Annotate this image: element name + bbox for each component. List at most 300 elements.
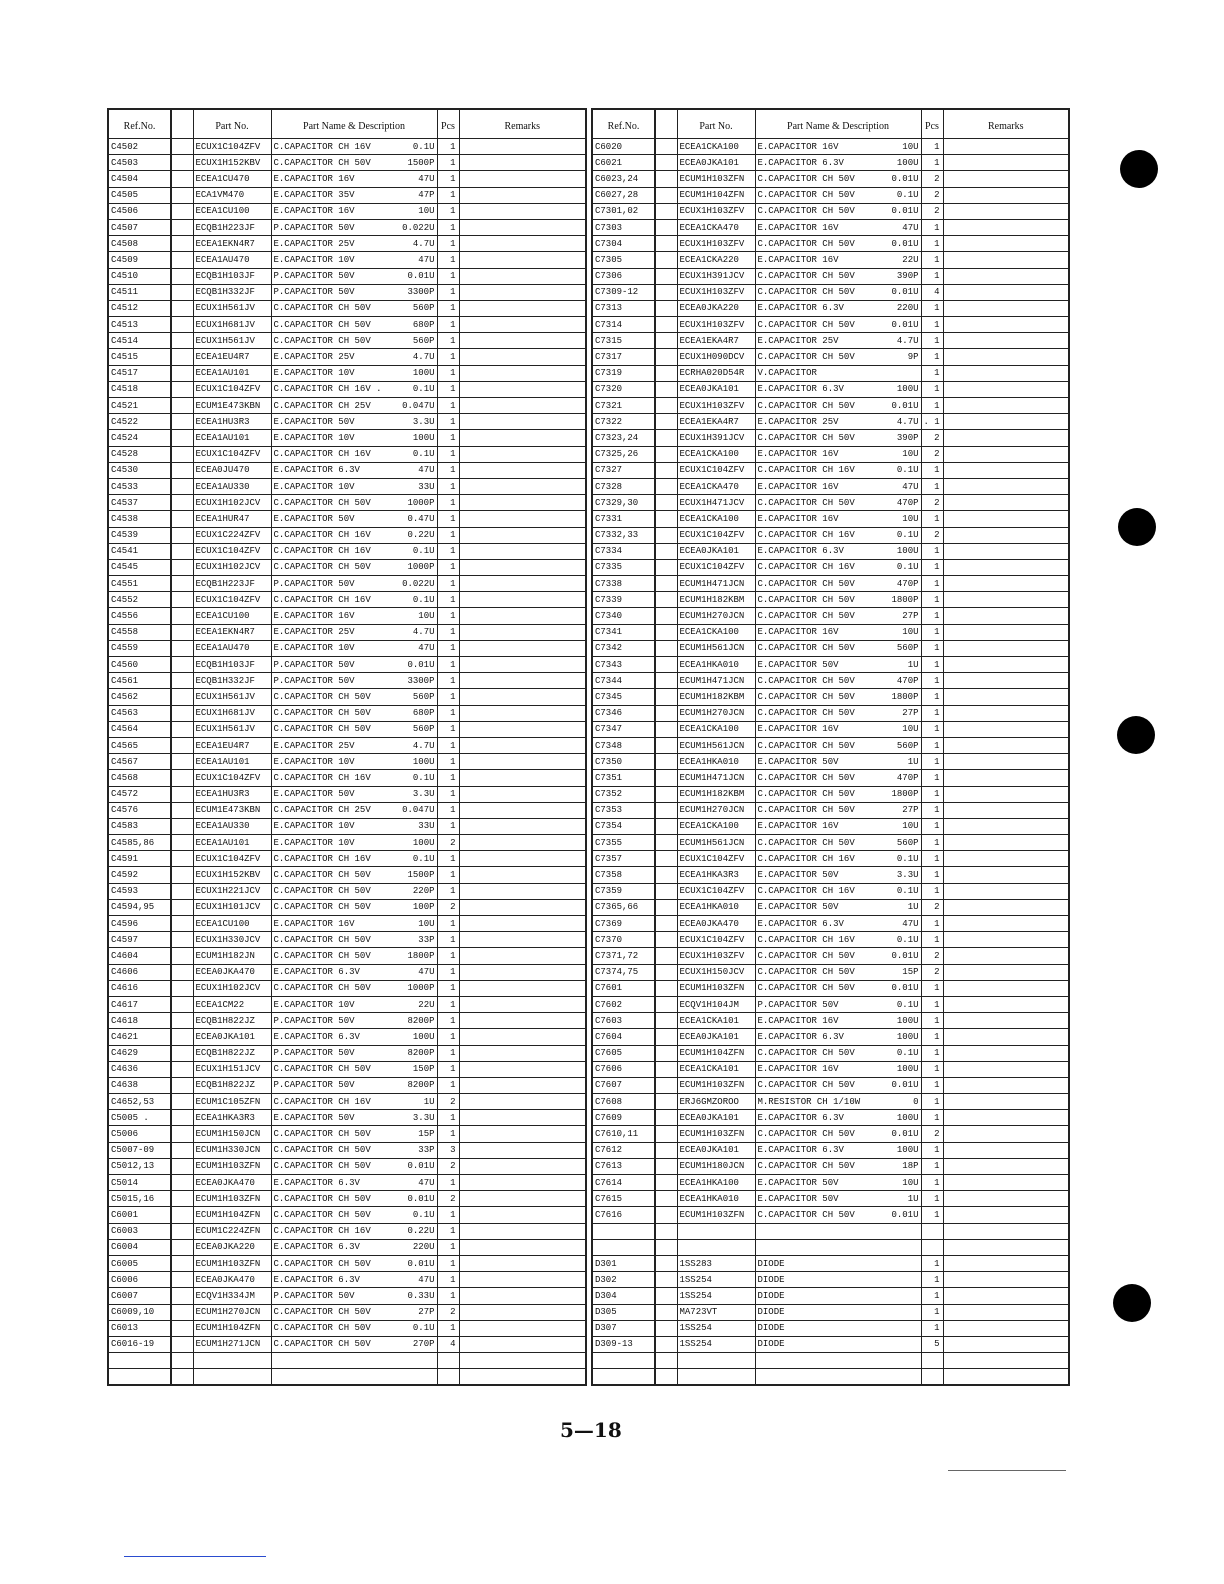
table-row [592,511,1069,527]
value-text: 0.022U [402,222,435,233]
remarks-cell [459,899,586,915]
value-text: 560P [896,837,919,848]
pcs-cell: 1 [921,139,943,155]
description-cell [271,268,437,284]
pcs-cell: 1 [437,932,459,948]
spacer-cell [655,1045,677,1061]
table-row [108,1158,586,1174]
value-text: 10U [902,1177,919,1188]
punch-hole [1120,150,1158,188]
ref-no-cell: C7359 [592,883,655,899]
description-cell [271,349,437,365]
ref-no-cell [108,1369,171,1386]
value-text: 0.01U [891,1129,919,1140]
ref-no-cell: C4558 [108,624,171,640]
spacer-cell [655,462,677,478]
description-cell [755,1255,921,1271]
value-text: 560P [412,691,435,702]
description-text: E.CAPACITOR 6.3V [757,1031,844,1042]
description-cell [271,1110,437,1126]
value-text: 0.01U [407,271,435,282]
spacer-cell [655,576,677,592]
pcs-cell: 1 [437,1126,459,1142]
table-row [108,1110,586,1126]
ref-no-cell: C4562 [108,689,171,705]
part-no-cell: ECEA1CKA101 [677,1061,755,1077]
pcs-cell: 1 [437,996,459,1012]
description-cell [271,1207,437,1223]
part-no-cell: ECEA0JKA101 [677,381,755,397]
value-text: 220P [412,886,435,897]
spacer-cell [171,1175,193,1191]
table-row [108,980,586,996]
part-no-cell: ECEA1HKA3R3 [193,1110,271,1126]
pcs-cell: 1 [437,705,459,721]
ref-no-cell: C5012,13 [108,1158,171,1174]
description-cell [755,446,921,462]
part-no-cell: ECUM1H182KBM [677,689,755,705]
spacer-cell [655,899,677,915]
table-row [592,932,1069,948]
spacer-cell [171,1288,193,1304]
spacer-cell [171,203,193,219]
pcs-cell: 2 [921,430,943,446]
ref-no-cell [108,1353,171,1369]
description-text: C.CAPACITOR CH 50V [757,611,855,622]
ref-no-cell: C4509 [108,252,171,268]
spacer-cell [655,786,677,802]
ref-no-cell: C7365,66 [592,899,655,915]
value-text: 4.7U [896,416,919,427]
spacer-cell [171,333,193,349]
spacer-cell [171,495,193,511]
value-text: 47P [418,190,435,201]
description-text: P.CAPACITOR 50V [273,1080,355,1091]
table-row [108,592,586,608]
description-text: E.CAPACITOR 25V [273,352,355,363]
value-text: 0.01U [891,238,919,249]
part-no-cell: ECUX1H103ZFV [677,948,755,964]
description-cell [271,1045,437,1061]
part-no-cell: ECEA1HU3R3 [193,786,271,802]
value-text: 560P [896,643,919,654]
remarks-cell [943,139,1069,155]
ref-no-cell: C4503 [108,155,171,171]
description-cell [271,1094,437,1110]
spacer-cell [655,349,677,365]
ref-no-cell: C4621 [108,1029,171,1045]
spacer-cell [171,1013,193,1029]
description-text: E.CAPACITOR 10V [273,254,355,265]
description-text: E.CAPACITOR 35V [273,190,355,201]
description-text: C.CAPACITOR CH 16V [757,934,855,945]
remarks-cell [459,996,586,1012]
value-text: 10U [902,513,919,524]
pcs-cell: 1 [437,867,459,883]
pcs-cell: 1 [437,1045,459,1061]
part-no-cell: ECQB1H223JF [193,219,271,235]
pcs-cell: 1 [921,770,943,786]
value-text: 10U [902,724,919,735]
part-no-cell: ECUX1H561JV [193,721,271,737]
value-text: 3.3U [412,789,435,800]
remarks-cell [459,673,586,689]
part-no-cell: ECUX1H561JV [193,300,271,316]
remarks-cell [943,883,1069,899]
ref-no-cell: C4514 [108,333,171,349]
description-cell [755,640,921,656]
value-text: 10U [418,918,435,929]
spacer-cell [171,1353,193,1369]
remarks-cell [943,511,1069,527]
spacer-cell [171,284,193,300]
remarks-cell [459,1336,586,1352]
description-cell [271,139,437,155]
part-no-cell: ECQB1H103JF [193,657,271,673]
description-cell [755,996,921,1012]
pcs-cell: 1 [437,462,459,478]
remarks-cell [943,770,1069,786]
remarks-cell [459,365,586,381]
description-cell [271,446,437,462]
description-text: DIODE [757,1274,785,1285]
spacer-cell [171,365,193,381]
spacer-cell [655,754,677,770]
description-cell [271,916,437,932]
ref-no-cell: C4538 [108,511,171,527]
pcs-cell: 2 [437,1158,459,1174]
pcs-cell: 1 [437,398,459,414]
spacer-cell [655,1320,677,1336]
part-no-cell: ECEA0JKA101 [193,1029,271,1045]
description-text: C.CAPACITOR CH 50V [273,562,371,573]
part-no-cell: ECUX1C104ZFV [677,883,755,899]
table-row [108,171,586,187]
description-cell [755,737,921,753]
value-text: 0.01U [407,1193,435,1204]
remarks-cell [459,1142,586,1158]
remarks-cell [943,1142,1069,1158]
spacer-cell [655,1158,677,1174]
value-text: 33U [418,481,435,492]
description-text: E.CAPACITOR 50V [273,416,355,427]
table-row [108,1126,586,1142]
description-text: C.CAPACITOR CH 50V [273,1258,371,1269]
pcs-cell: 1 [437,1223,459,1239]
remarks-cell [459,187,586,203]
value-text: 150P [412,1064,435,1075]
description-cell [271,1191,437,1207]
description-text: P.CAPACITOR 50V [273,1290,355,1301]
value-text: 560P [412,303,435,314]
description-text: E.CAPACITOR 50V [757,756,839,767]
ref-no-cell: D305 [592,1304,655,1320]
description-text: E.CAPACITOR 50V [273,789,355,800]
spacer-cell [171,721,193,737]
ref-no-cell: C4541 [108,543,171,559]
parts-table-left [107,108,587,1386]
table-row [108,495,586,511]
part-no-cell: ECEA1HKA010 [677,899,755,915]
remarks-cell [459,1094,586,1110]
ref-no-cell: C4593 [108,883,171,899]
value-text: 10U [902,141,919,152]
remarks-cell [459,1207,586,1223]
value-text: 1U [423,1096,435,1107]
table-row [592,559,1069,575]
table-row [592,414,1069,430]
remarks-cell [459,446,586,462]
value-text: 0.01U [407,1161,435,1172]
spacer-cell [655,916,677,932]
pcs-cell: 1 [921,721,943,737]
spacer-cell [655,1094,677,1110]
description-cell [271,592,437,608]
ref-no-cell: C7605 [592,1045,655,1061]
pcs-cell: 1 [437,1110,459,1126]
description-cell [271,754,437,770]
description-cell [755,754,921,770]
part-no-cell: ECUM1H561JCN [677,737,755,753]
ref-no-cell: C4505 [108,187,171,203]
part-no-cell: ECUM1H270JCN [677,705,755,721]
description-text: P.CAPACITOR 50V [273,271,355,282]
part-no-cell: ECQB1H822JZ [193,1013,271,1029]
spacer-cell [171,1142,193,1158]
description-cell [271,187,437,203]
part-no-cell: ECUX1H102JCV [193,980,271,996]
pcs-cell [437,1353,459,1369]
description-cell [755,543,921,559]
value-text: 1000P [407,497,435,508]
spacer-cell [655,236,677,252]
value-text: 0.1U [896,886,919,897]
description-text: P.CAPACITOR 50V [757,999,839,1010]
part-no-cell: ECEA0JKA101 [677,1029,755,1045]
description-text: C.CAPACITOR CH 50V [273,1064,371,1075]
spacer-cell [171,1191,193,1207]
table-row [108,673,586,689]
ref-no-cell: C4515 [108,349,171,365]
table-row [592,964,1069,980]
ref-no-cell: C6004 [108,1239,171,1255]
pcs-cell: 1 [437,1239,459,1255]
part-no-cell: 1SS254 [677,1272,755,1288]
description-text: C.CAPACITOR CH 50V [757,1080,855,1091]
description-text: E.CAPACITOR 6.3V [757,918,844,929]
pcs-cell: 1 [921,365,943,381]
description-text: E.CAPACITOR 6.3V [273,1177,360,1188]
description-text: E.CAPACITOR 10V [273,643,355,654]
pcs-cell: 1 [921,1110,943,1126]
table-row [108,511,586,527]
table-row [108,1045,586,1061]
description-cell [271,252,437,268]
ref-no-cell: C4638 [108,1077,171,1093]
description-text: C.CAPACITOR CH 16V [757,562,855,573]
pcs-cell: 1 [921,511,943,527]
part-no-cell: ECUM1H471JCN [677,576,755,592]
description-text: C.CAPACITOR CH 50V [757,594,855,605]
pcs-cell: 1 [921,786,943,802]
part-no-cell: ECEA1HKA100 [677,1175,755,1191]
pcs-cell: 1 [921,1158,943,1174]
pcs-cell: 1 [437,980,459,996]
pcs-cell: 1 [437,1077,459,1093]
value-text: 4.7U [412,627,435,638]
table-row [108,624,586,640]
part-no-cell: ECUX1H391JCV [677,430,755,446]
value-text: 4.7U [412,238,435,249]
table-row [592,737,1069,753]
ref-no-cell: C7323,24 [592,430,655,446]
ref-no-cell: C7352 [592,786,655,802]
description-cell [271,1077,437,1093]
remarks-cell [943,1110,1069,1126]
ref-no-cell: C7313 [592,300,655,316]
remarks-cell [943,1207,1069,1223]
part-no-cell: ECEA0JKA220 [677,300,755,316]
table-row [108,155,586,171]
description-text: V.CAPACITOR [757,368,817,379]
description-cell [755,187,921,203]
description-cell [755,657,921,673]
pcs-cell: 1 [437,317,459,333]
ref-no-cell: C4517 [108,365,171,381]
table-row [592,317,1069,333]
description-cell [755,786,921,802]
description-cell [271,1304,437,1320]
remarks-cell [459,608,586,624]
pcs-cell: 1 [921,1029,943,1045]
remarks-cell [459,1272,586,1288]
remarks-cell [459,1369,586,1386]
pcs-cell: 1 [921,333,943,349]
table-row [108,219,586,235]
pcs-cell: 2 [437,1304,459,1320]
description-text: C.CAPACITOR CH 50V [757,1209,855,1220]
pcs-cell: 1 [437,770,459,786]
part-no-cell: ECUX1H221JCV [193,883,271,899]
table-row [108,754,586,770]
description-text: C.CAPACITOR CH 50V [273,1129,371,1140]
pcs-cell: 1 [437,1207,459,1223]
remarks-cell [459,527,586,543]
spacer-cell [171,640,193,656]
spacer-cell [171,1094,193,1110]
description-text: DIODE [757,1339,785,1350]
remarks-cell [943,527,1069,543]
remarks-cell [459,398,586,414]
pcs-cell: 1 [921,980,943,996]
table-row [108,1029,586,1045]
part-no-cell: ECEA1AU470 [193,640,271,656]
part-no-cell: ECUM1H103ZFN [677,1126,755,1142]
spacer-cell [655,478,677,494]
table-row [108,527,586,543]
table-row [108,1223,586,1239]
value-text: 33P [418,1145,435,1156]
description-cell [755,1061,921,1077]
ref-no-cell: C4508 [108,236,171,252]
value-text: 47U [418,254,435,265]
value-text: 560P [412,335,435,346]
remarks-cell [943,1077,1069,1093]
description-cell [755,365,921,381]
part-no-cell [193,1353,271,1369]
value-text: 1800P [891,594,919,605]
part-no-cell: ECQB1H332JF [193,284,271,300]
spacer-cell [171,980,193,996]
part-no-cell: ECEA1CKA100 [677,139,755,155]
spacer-cell [171,576,193,592]
pcs-cell: 1 [437,640,459,656]
table-row [108,932,586,948]
spacer-cell [655,1013,677,1029]
part-no-cell: ECEA1EKA4R7 [677,333,755,349]
part-no-cell: ECUM1H103ZFN [677,171,755,187]
spacer-cell [655,1175,677,1191]
remarks-cell [459,511,586,527]
spacer-cell [171,414,193,430]
pcs-cell: 1 [437,608,459,624]
pcs-cell: 1 [921,640,943,656]
ref-no-cell: C7607 [592,1077,655,1093]
ref-no-cell: C4568 [108,770,171,786]
description-text: C.CAPACITOR CH 16V . [273,384,382,395]
part-no-cell: ECEA1AU101 [193,430,271,446]
spacer-cell [171,770,193,786]
part-no-cell: ECUM1H103ZFN [677,1207,755,1223]
spacer-cell [171,155,193,171]
table-row [592,1094,1069,1110]
description-text: C.CAPACITOR CH 50V [273,303,371,314]
spacer-cell [655,721,677,737]
ref-no-cell: C4518 [108,381,171,397]
pcs-cell: 2 [921,1126,943,1142]
part-no-cell: ECEA1HKA010 [677,1191,755,1207]
description-text: E.CAPACITOR 6.3V [273,465,360,476]
description-text: C.CAPACITOR CH 50V [757,740,855,751]
description-text: C.CAPACITOR CH 50V [273,724,371,735]
part-no-cell [677,1369,755,1386]
description-text: C.CAPACITOR CH 50V [757,1048,855,1059]
part-no-cell: ECUX1C104ZFV [677,851,755,867]
spacer-header [655,109,677,139]
table-row [108,349,586,365]
remarks-cell [459,236,586,252]
value-text: 560P [896,740,919,751]
value-text: 8200P [407,1015,435,1026]
value-text: 0.01U [891,1080,919,1091]
value-text: 4.7U [896,335,919,346]
part-no-cell: ECEA1CM22 [193,996,271,1012]
remarks-cell [459,1191,586,1207]
description-cell [755,511,921,527]
spacer-cell [171,964,193,980]
pcs-cell: 1 [921,835,943,851]
part-no-cell: ECUX1H103ZFV [677,203,755,219]
spacer-cell [171,851,193,867]
value-text: 1800P [407,950,435,961]
part-no-cell: ECUM1H330JCN [193,1142,271,1158]
value-text: 8200P [407,1080,435,1091]
description-cell [755,252,921,268]
table-row [108,835,586,851]
value-text [915,1289,919,1303]
pcs-cell: 1 [437,964,459,980]
remarks-cell [943,219,1069,235]
